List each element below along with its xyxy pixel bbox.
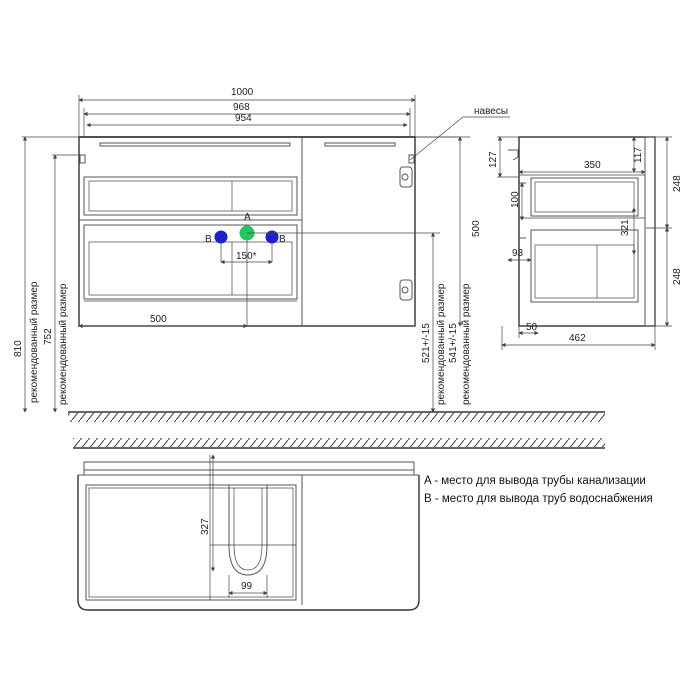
upper-drawer-frame <box>84 177 297 215</box>
dim-plan-99: 99 <box>241 581 253 592</box>
dim-side-50: 50 <box>526 322 538 333</box>
supply-point-b-right <box>266 231 279 244</box>
dim-side-93: 93 <box>512 248 524 259</box>
dim-right-recommended-1: рекомендованный размер <box>436 283 447 405</box>
wall-hatch <box>73 438 605 447</box>
dim-height-752: 752 <box>43 328 54 345</box>
dim-side-recommended-1: рекомендованный размер <box>29 281 40 403</box>
dim-side-350: 350 <box>584 160 601 171</box>
hinges-label: навесы <box>474 106 509 117</box>
top-drawer-handle-right <box>325 143 395 146</box>
dim-plan-327: 327 <box>200 518 211 535</box>
top-drawer-handle-left <box>100 143 290 146</box>
dim-side-117: 117 <box>633 147 644 163</box>
dim-drain-offset: 500 <box>150 314 167 325</box>
dim-side-462: 462 <box>569 333 586 344</box>
dim-side-248-top: 248 <box>672 175 683 192</box>
legend-a-text: A - место для вывода трубы канализации <box>424 475 646 487</box>
marker-a-label: A <box>244 212 251 223</box>
dim-height-541: 541+/-15 <box>448 323 459 363</box>
dim-side-height: 810 <box>13 340 24 357</box>
dim-side-321: 321 <box>620 219 631 236</box>
legend-b-text: B - место для вывода труб водоснабжения <box>424 493 653 505</box>
dim-side-recommended-2: рекомендованный размер <box>58 283 69 405</box>
supply-point-b-left <box>215 231 228 244</box>
dim-inner-width: 968 <box>233 102 250 113</box>
lower-drawer-inner <box>89 242 292 295</box>
dim-side-248-bottom: 248 <box>672 268 683 285</box>
floor-hatch <box>68 413 605 422</box>
plan-view <box>73 438 605 610</box>
dim-drain-spacing: 150* <box>236 251 257 262</box>
dim-right-recommended-2: рекомендованный размер <box>461 283 472 405</box>
legend <box>424 475 653 505</box>
marker-b-right-label: B <box>279 234 286 245</box>
dim-height-500: 500 <box>471 220 482 237</box>
dim-overall-width: 1000 <box>231 87 254 98</box>
siphon-cutout <box>229 485 267 575</box>
marker-b-left-label: B <box>205 234 212 245</box>
dim-height-521: 521+/-15 <box>421 323 432 363</box>
side-view <box>488 137 683 350</box>
upper-drawer-inner <box>89 181 292 211</box>
dim-hinge-127: 127 <box>488 151 499 168</box>
dim-shelf-width: 954 <box>235 113 252 124</box>
dim-side-100: 100 <box>510 191 521 208</box>
